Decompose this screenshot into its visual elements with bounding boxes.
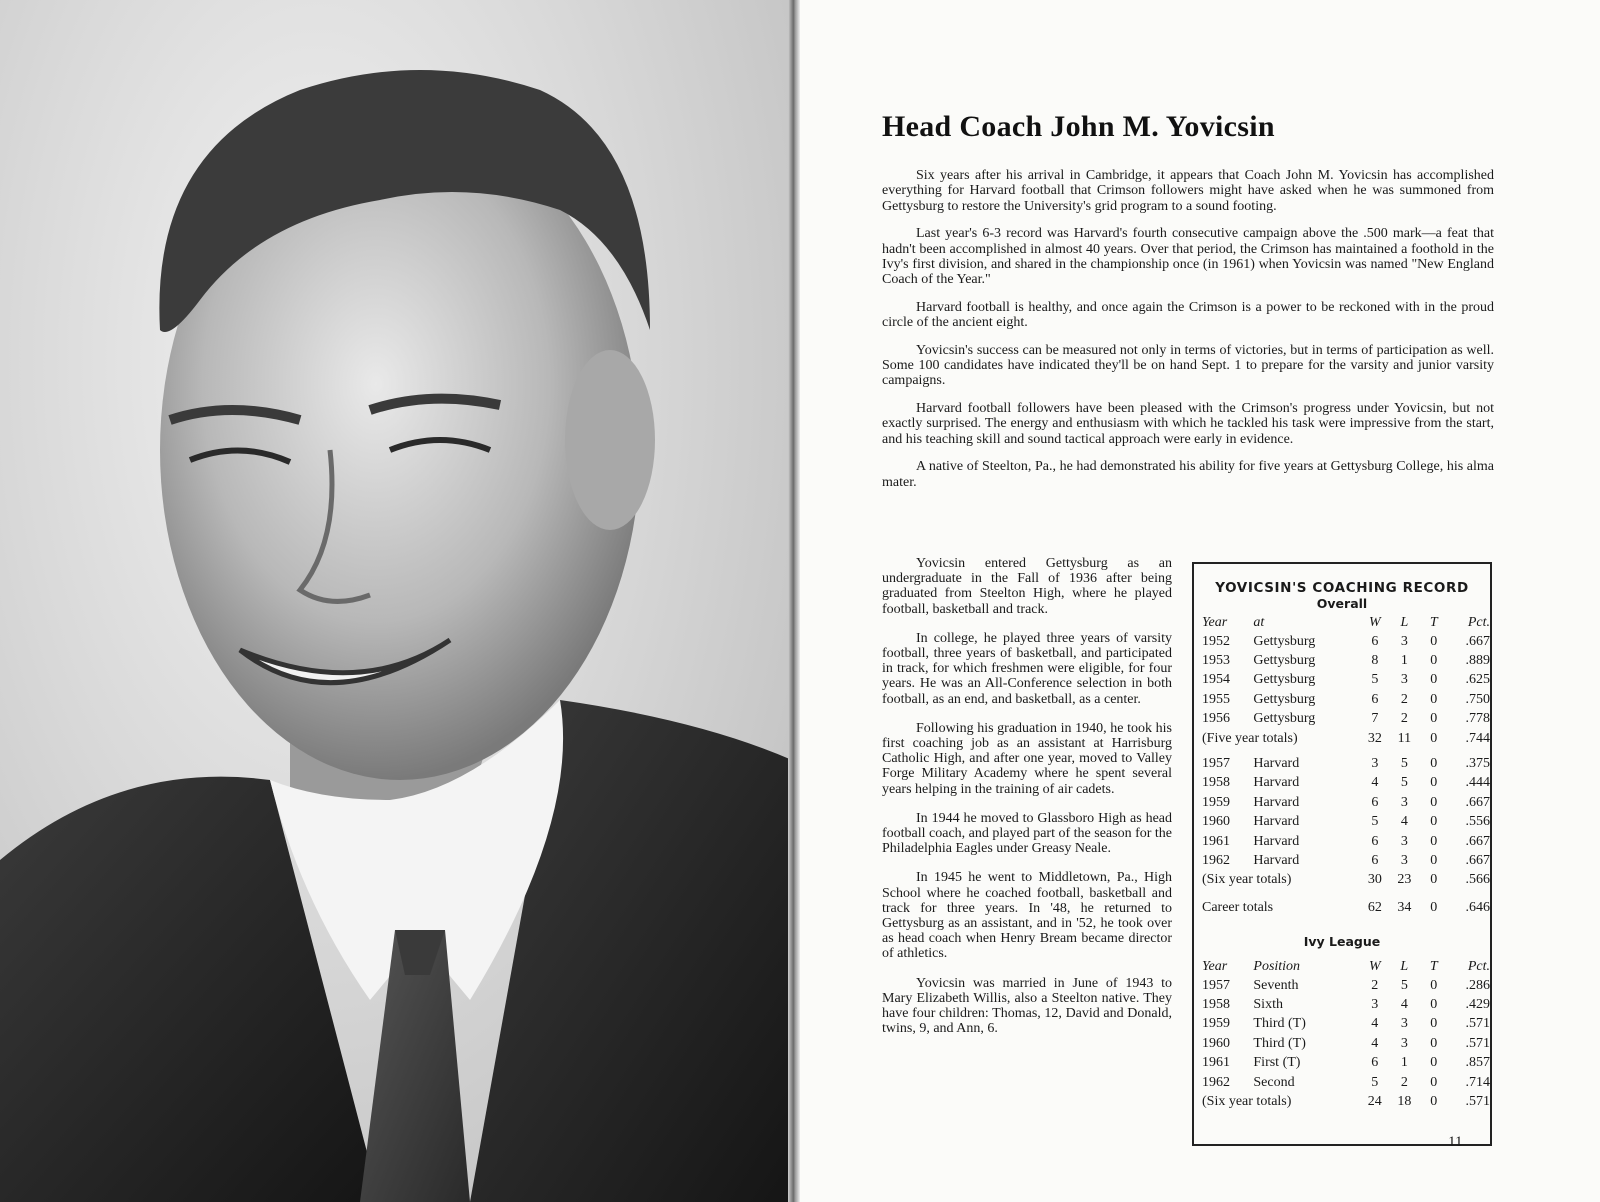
table-cell: Gettysburg: [1253, 633, 1316, 649]
table-cell: 62: [1367, 899, 1382, 915]
table-row: [1202, 1092, 1490, 1111]
table-cell: .857: [1465, 1055, 1490, 1071]
table-cell: 0: [1430, 833, 1438, 849]
paragraph: Harvard football is healthy, and once again the Crimson is a power to be reckoned with in the proud circle of the ancient eight.: [882, 299, 1494, 331]
table-cell: 3: [1400, 1016, 1408, 1032]
table-cell: 1962: [1202, 852, 1230, 868]
table-cell: 3: [1371, 997, 1379, 1013]
table-cell: .889: [1465, 653, 1490, 669]
table-cell: 3: [1400, 794, 1408, 810]
table-cell: 30: [1367, 872, 1382, 888]
table-cell: Sixth: [1253, 997, 1283, 1013]
table-cell: 3: [1400, 852, 1408, 868]
page-number: 11: [1448, 1134, 1463, 1150]
table-row: [1202, 871, 1490, 890]
table-header-row: [1202, 614, 1490, 632]
table-cell: 0: [1430, 872, 1438, 888]
table-cell: Harvard: [1253, 794, 1300, 810]
table-cell: Gettysburg: [1253, 691, 1316, 707]
table-cell: .556: [1465, 814, 1490, 830]
table-cell: .566: [1465, 872, 1490, 888]
column-header: Year: [1202, 959, 1228, 974]
table-row: [1202, 651, 1490, 670]
table-cell: 1959: [1202, 794, 1230, 810]
paragraph: Yovicsin's success can be measured not only in terms of victories, but in terms of participation as well. Some 100 candidates have indicated they'll be on hand Sept. 1 to prepare for the varsity and junior varsity campaigns.: [882, 342, 1494, 389]
overall-record-table: [1202, 614, 1490, 917]
table-cell: .444: [1465, 775, 1490, 791]
table-cell: .667: [1465, 852, 1490, 868]
table-row: [1202, 1054, 1490, 1073]
table-cell: 24: [1367, 1094, 1382, 1110]
table-cell: 0: [1430, 899, 1438, 915]
table-cell: 1957: [1202, 756, 1230, 772]
paragraph: In 1944 he moved to Glassboro High as head football coach, and played part of the season for the Philadelphia Eagles under Greasy Neale.: [882, 810, 1173, 857]
table-cell: 4: [1371, 775, 1379, 791]
table-row: [1202, 793, 1490, 812]
table-cell: 1960: [1202, 814, 1230, 830]
table-cell: Gettysburg: [1253, 672, 1316, 688]
table-row: [1202, 710, 1490, 729]
table-cell: 0: [1430, 794, 1438, 810]
table-cell: 2: [1371, 977, 1379, 993]
table-cell: Third (T): [1253, 1016, 1306, 1032]
table-cell: Third (T): [1253, 1035, 1306, 1051]
table-cell: .750: [1465, 691, 1490, 707]
table-cell: 0: [1430, 730, 1438, 746]
table-cell: 3: [1400, 672, 1408, 688]
table-cell: .429: [1465, 997, 1490, 1013]
table-row: [1202, 832, 1490, 851]
table-cell: 1961: [1202, 1055, 1230, 1071]
table-cell: Second: [1253, 1074, 1295, 1090]
table-cell: 6: [1371, 794, 1379, 810]
table-cell: .714: [1465, 1074, 1490, 1090]
table-cell: (Five year totals): [1202, 730, 1298, 746]
table-cell: 0: [1430, 852, 1438, 868]
table-row: [1202, 1073, 1490, 1092]
table-cell: 0: [1430, 653, 1438, 669]
column-header: T: [1429, 959, 1438, 974]
table-cell: 11: [1397, 730, 1412, 746]
table-row: [1202, 1015, 1490, 1034]
table-cell: Seventh: [1253, 977, 1299, 993]
table-cell: Harvard: [1253, 833, 1300, 849]
table-cell: 5: [1400, 756, 1408, 772]
paragraph: Six years after his arrival in Cambridge, it appears that Coach John M. Yovicsin has accomplished everything for Harvard football that Crimson followers might have asked when he was summoned from Gettysburg to restore the University's grid program to a sound footing.: [882, 168, 1494, 214]
table-cell: Harvard: [1253, 814, 1300, 830]
column-header: L: [1400, 959, 1409, 974]
table-cell: .375: [1465, 756, 1490, 772]
ivy-league-heading: Ivy League: [1303, 934, 1381, 949]
table-cell: 1: [1400, 1055, 1408, 1071]
column-header: L: [1400, 615, 1409, 630]
paragraph: A native of Steelton, Pa., he had demonstrated his ability for five years at Gettysburg College, his alma mater.: [882, 459, 1494, 490]
table-row: [1202, 995, 1490, 1014]
right-page: [800, 0, 1600, 1202]
table-cell: 5: [1371, 672, 1379, 688]
book-gutter: [788, 0, 800, 1202]
table-cell: 0: [1430, 1094, 1438, 1110]
table-cell: 4: [1400, 997, 1408, 1013]
table-row: [1202, 1034, 1490, 1053]
table-cell: 0: [1430, 633, 1438, 649]
table-cell: 1954: [1202, 672, 1230, 688]
table-cell: 3: [1400, 633, 1408, 649]
table-cell: 1958: [1202, 775, 1230, 791]
table-cell: 0: [1430, 814, 1438, 830]
paragraph: In 1945 he went to Middletown, Pa., High School where he coached football, basketball and track for three years. In '48, he returned to Gettysburg as an assistant, and in '52, he took over as head coach when Henry Bream became director of athletics.: [882, 870, 1172, 962]
table-row: [1202, 774, 1490, 793]
table-cell: 1952: [1202, 633, 1230, 649]
table-cell: 0: [1430, 997, 1438, 1013]
table-cell: 6: [1371, 633, 1379, 649]
left-page: [0, 0, 792, 1202]
table-cell: .667: [1465, 633, 1490, 649]
table-cell: 18: [1397, 1094, 1412, 1110]
table-cell: 2: [1400, 691, 1408, 707]
table-cell: 6: [1371, 833, 1379, 849]
table-row: [1202, 748, 1490, 773]
table-row: [1202, 851, 1490, 870]
table-cell: 3: [1371, 756, 1379, 772]
column-header: Pct.: [1467, 615, 1490, 630]
table-cell: 0: [1430, 691, 1438, 707]
column-header: Year: [1202, 615, 1228, 630]
table-cell: 0: [1430, 711, 1438, 727]
paragraph: Yovicsin was married in June of 1943 to Mary Elizabeth Willis, also a Steelton native. They have four children: Thomas, 12, David and Donald, twins, 9, and Ann, 6.: [882, 975, 1172, 1037]
table-cell: 1959: [1202, 1016, 1230, 1032]
column-header: Position: [1253, 959, 1301, 974]
table-cell: Gettysburg: [1253, 653, 1316, 669]
table-row: [1202, 813, 1490, 832]
table-cell: 8: [1371, 653, 1379, 669]
table-cell: 1957: [1202, 977, 1230, 993]
table-cell: Gettysburg: [1253, 711, 1316, 727]
table-cell: 7: [1371, 711, 1379, 727]
column-header: Pct.: [1467, 959, 1490, 974]
table-cell: 1955: [1202, 691, 1230, 707]
table-cell: 0: [1430, 977, 1438, 993]
table-cell: 5: [1371, 1074, 1379, 1090]
table-cell: 0: [1430, 672, 1438, 688]
table-cell: 5: [1371, 814, 1379, 830]
portrait-photo: [0, 0, 792, 1202]
table-cell: 4: [1400, 814, 1408, 830]
table-cell: .625: [1465, 672, 1490, 688]
table-cell: (Six year totals): [1202, 1094, 1292, 1110]
table-cell: .744: [1465, 730, 1490, 746]
table-cell: 6: [1371, 852, 1379, 868]
table-cell: 1958: [1202, 997, 1230, 1013]
table-cell: 3: [1400, 1035, 1408, 1051]
table-cell: 1961: [1202, 833, 1230, 849]
ivy-record-table: [1202, 958, 1490, 1112]
table-cell: .778: [1465, 711, 1490, 727]
table-cell: 1953: [1202, 653, 1230, 669]
table-cell: .571: [1465, 1035, 1490, 1051]
table-row: [1202, 890, 1490, 917]
table-cell: .286: [1465, 977, 1490, 993]
coaching-record-box: [1192, 562, 1492, 1146]
table-header-row: [1202, 958, 1490, 976]
table-cell: Harvard: [1253, 775, 1300, 791]
table-cell: 1960: [1202, 1035, 1230, 1051]
table-cell: 2: [1400, 1074, 1408, 1090]
table-cell: 0: [1430, 1055, 1438, 1071]
table-cell: 0: [1430, 1074, 1438, 1090]
table-cell: .571: [1465, 1094, 1490, 1110]
table-cell: 5: [1400, 977, 1408, 993]
column-header: W: [1369, 615, 1381, 630]
paragraph: Last year's 6-3 record was Harvard's fourth consecutive campaign above the .500 mark—a feat that hadn't been accomplished in almost 40 years. Over that period, the Crimson has maintained a foothold in the Ivy's first division, and shared in the championship once (in 1961) when Yovicsin was named "New England Coach of the Year.": [882, 226, 1494, 288]
table-cell: (Six year totals): [1202, 872, 1292, 888]
paragraph: Following his graduation in 1940, he took his first coaching job as an assistant at Harrisburg Catholic High, and after one year, moved to Valley Forge Military Academy where he spent several years helping in the training of air cadets.: [882, 720, 1172, 797]
table-row: [1202, 976, 1490, 995]
table-cell: 5: [1400, 775, 1408, 791]
table-cell: 0: [1430, 756, 1438, 772]
table-cell: 1: [1400, 653, 1408, 669]
table-cell: First (T): [1253, 1055, 1301, 1071]
table-cell: 6: [1371, 691, 1379, 707]
table-cell: .646: [1465, 899, 1490, 915]
record-title: YOVICSIN'S COACHING RECORD: [1215, 580, 1469, 596]
table-cell: 1962: [1202, 1074, 1230, 1090]
table-cell: 2: [1400, 711, 1408, 727]
table-cell: 23: [1397, 872, 1412, 888]
table-row: [1202, 729, 1490, 748]
table-cell: 0: [1430, 775, 1438, 791]
table-cell: 0: [1430, 1016, 1438, 1032]
overall-heading: Overall: [1316, 596, 1368, 611]
page-title: Head Coach John M. Yovicsin: [882, 110, 1275, 143]
table-cell: 3: [1400, 833, 1408, 849]
table-cell: 0: [1430, 1035, 1438, 1051]
table-cell: 6: [1371, 1055, 1379, 1071]
table-cell: .667: [1465, 794, 1490, 810]
paragraph: Yovicsin entered Gettysburg as an undergraduate in the Fall of 1936 after being graduated from Steelton High, where he played football, basketball and track.: [882, 556, 1172, 617]
column-header: W: [1368, 959, 1381, 974]
table-cell: Harvard: [1253, 756, 1300, 772]
table-cell: Harvard: [1253, 852, 1300, 868]
table-row: [1202, 690, 1490, 709]
table-cell: 1956: [1202, 711, 1230, 727]
paragraph: Harvard football followers have been pleased with the Crimson's progress under Yovicsin, but not exactly surprised. The energy and enthusiasm with which he tackled his task were impressive from the start, and his teaching skill and sound tactical approach were early in evidence.: [882, 400, 1494, 447]
paragraph: In college, he played three years of varsity football, three years of basketball, and participated in track, for which freshmen were eligible, for four years. He was an All-Conference selection in both football, as an end, and basketball, as a center.: [882, 630, 1172, 707]
biography-column: [882, 556, 1172, 1050]
table-cell: Career totals: [1202, 899, 1274, 915]
column-header: at: [1253, 615, 1265, 630]
table-row: [1202, 671, 1490, 690]
table-cell: 34: [1397, 899, 1412, 915]
table-row: [1202, 632, 1490, 651]
table-cell: .571: [1465, 1016, 1490, 1032]
table-cell: 4: [1371, 1016, 1379, 1032]
table-cell: .667: [1465, 833, 1490, 849]
table-cell: 4: [1371, 1035, 1379, 1051]
intro-text: [882, 168, 1494, 502]
column-header: T: [1429, 615, 1438, 630]
table-cell: 32: [1367, 730, 1382, 746]
